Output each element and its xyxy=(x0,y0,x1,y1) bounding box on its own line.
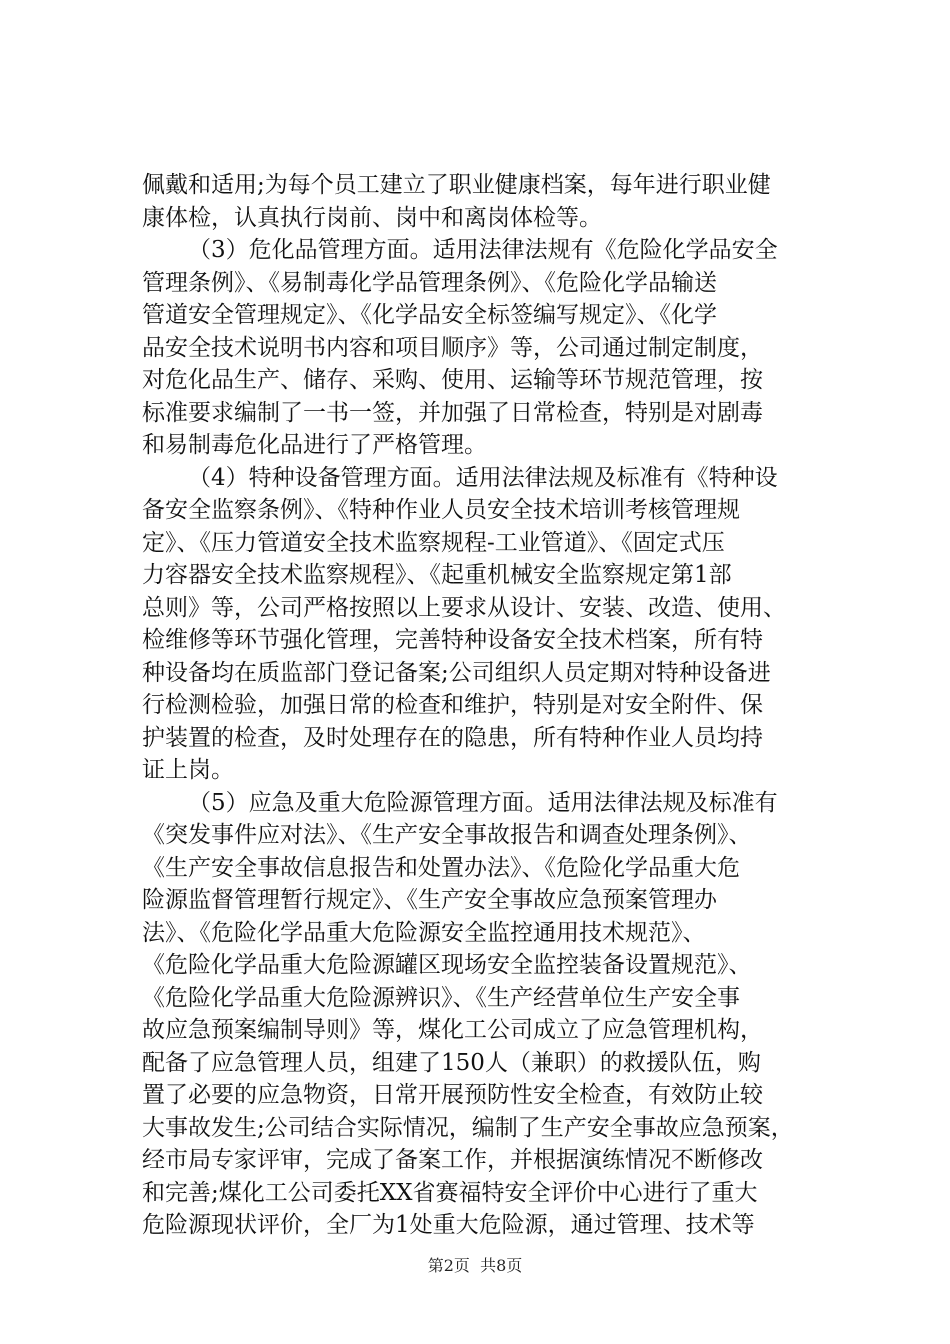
text-line: 《危险化学品重大危险源辨识》、《生产经营单位生产安全事 xyxy=(142,984,740,1011)
text-line: 大事故发生;公司结合实际情况，编制了生产安全事故应急预案， xyxy=(142,1114,794,1141)
text-line: 对危化品生产、储存、采购、使用、运输等环节规范管理，按 xyxy=(142,367,763,393)
paragraph-5-start: （5）应急及重大危险源管理方面。适用法律法规及标准有 xyxy=(188,789,778,816)
text-line: 品安全技术说明书内容和项目顺序》等，公司通过制定制度， xyxy=(142,334,763,361)
text-line: 康体检，认真执行岗前、岗中和离岗体检等。 xyxy=(142,204,602,231)
text-line: 经市局专家评审，完成了备案工作，并根据演练情况不断修改 xyxy=(142,1147,763,1173)
text-line: 定》、《压力管道安全技术监察规程-工业管道》、《固定式压 xyxy=(142,529,725,556)
text-line: 总则》等，公司严格按照以上要求从设计、安装、改造、使用、 xyxy=(142,594,786,621)
text-line: 管道安全管理规定》、《化学品安全标签编写规定》、《化学 xyxy=(142,302,717,328)
text-line: 置了必要的应急物资，日常开展预防性安全检查，有效防止较 xyxy=(142,1082,763,1108)
text-line: 行检测检验，加强日常的检查和维护，特别是对安全附件、保 xyxy=(142,692,763,718)
text-line: 护装置的检查，及时处理存在的隐患，所有特种作业人员均持 xyxy=(142,724,763,751)
text-line: 力容器安全技术监察规程》、《起重机械安全监察规定第1部 xyxy=(142,562,732,588)
text-line: 和易制毒危化品进行了严格管理。 xyxy=(142,432,487,458)
text-line: 管理条例》、《易制毒化学品管理条例》、《危险化学品输送 xyxy=(142,269,717,296)
text-line: 法》、《危险化学品重大危险源安全监控通用技术规范》、 xyxy=(142,919,706,946)
text-line: 佩戴和适用;为每个员工建立了职业健康档案，每年进行职业健 xyxy=(142,172,771,198)
text-line: 和完善;煤化工公司委托XX省赛福特安全评价中心进行了重大 xyxy=(142,1179,758,1206)
text-line: 备安全监察条例》、《特种作业人员安全技术培训考核管理规 xyxy=(142,497,740,523)
text-line: 《危险化学品重大危险源罐区现场安全监控装备设置规范》、 xyxy=(142,952,752,978)
text-line: 检维修等环节强化管理，完善特种设备安全技术档案，所有特 xyxy=(142,627,763,653)
text-line: 证上岗。 xyxy=(142,757,234,783)
text-line: 危险源现状评价，全厂为1处重大危险源，通过管理、技术等 xyxy=(142,1212,755,1238)
text-line: 种设备均在质监部门登记备案;公司组织人员定期对特种设备进 xyxy=(142,659,771,686)
text-line: 标准要求编制了一书一签，并加强了日常检查，特别是对剧毒 xyxy=(142,399,763,426)
text-line: 险源监督管理暂行规定》、《生产安全事故应急预案管理办 xyxy=(142,887,717,913)
paragraph-3-start: （3）危化品管理方面。适用法律法规有《危险化学品安全 xyxy=(188,237,778,263)
page-number-footer: 第2页 共8页 xyxy=(427,1256,523,1275)
text-line: 配备了应急管理人员，组建了150人（兼职）的救援队伍，购 xyxy=(142,1049,761,1076)
text-line: 《突发事件应对法》、《生产安全事故报告和调查处理条例》、 xyxy=(142,822,752,848)
paragraph-4-start: （4）特种设备管理方面。适用法律法规及标准有《特种设 xyxy=(188,464,778,491)
text-line: 故应急预案编制导则》等，煤化工公司成立了应急管理机构， xyxy=(142,1017,763,1043)
text-line: 《生产安全事故信息报告和处置办法》、《危险化学品重大危 xyxy=(142,854,740,881)
body-text xyxy=(142,169,832,1242)
